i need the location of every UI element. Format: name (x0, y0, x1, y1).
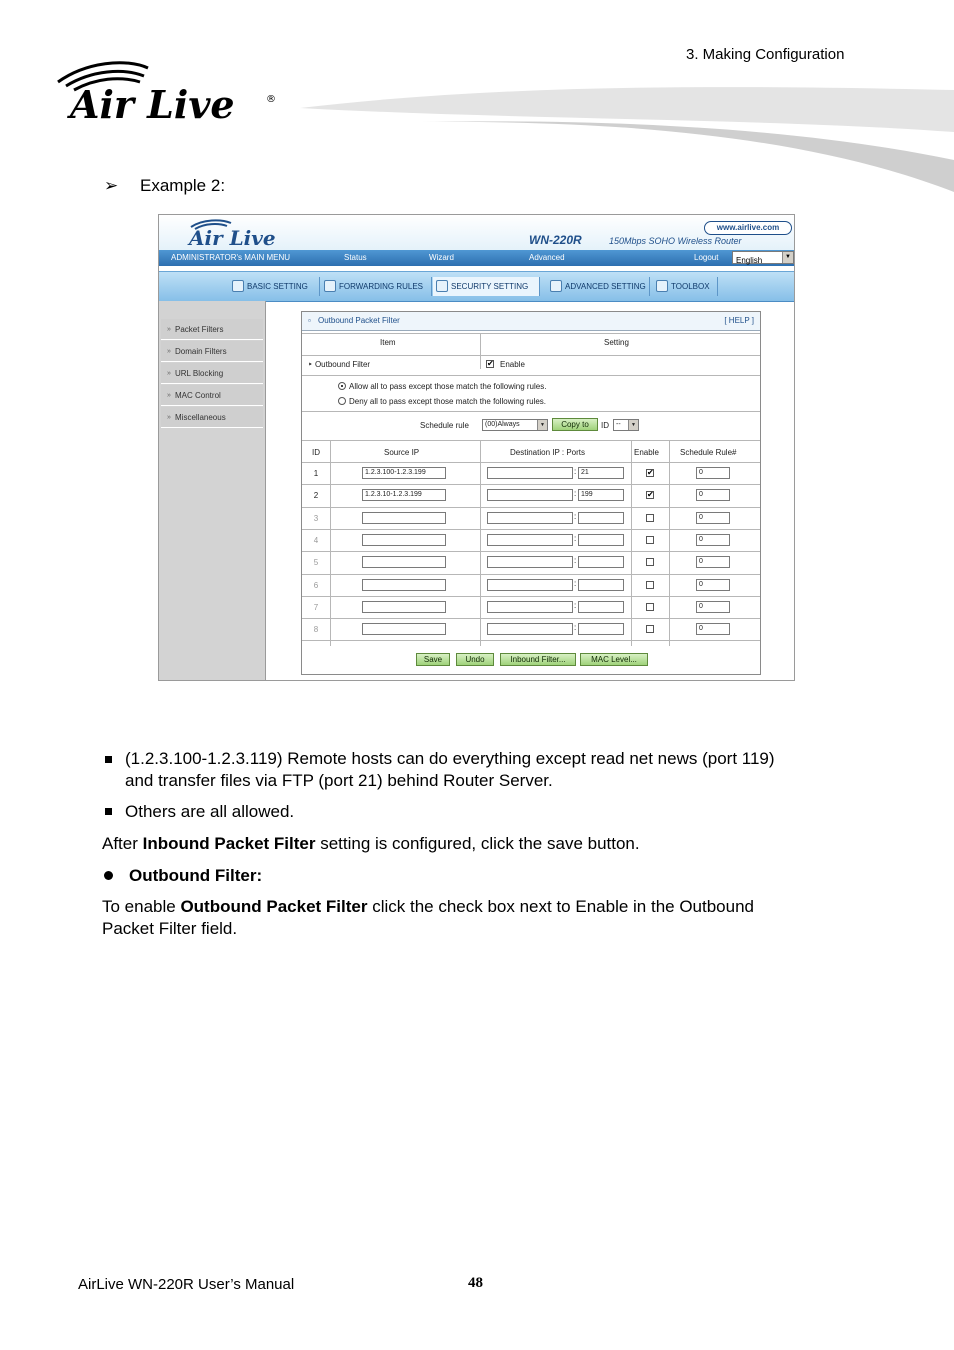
chapter-header: 3. Making Configuration (686, 46, 845, 63)
bullet-1-line-1: (1.2.3.100-1.2.3.119) Remote hosts can do everything except read net news (port 119) (125, 749, 775, 768)
schedule-rule-input[interactable]: 0 (696, 556, 730, 568)
ip-port-separator: : (574, 467, 577, 476)
radio-allow[interactable] (338, 382, 346, 390)
save-button[interactable]: Save (416, 653, 450, 666)
rule-enable-checkbox[interactable] (646, 603, 654, 611)
square-bullet-icon (105, 808, 112, 815)
menu-logout[interactable]: Logout (694, 253, 719, 262)
rule-id: 8 (313, 625, 319, 635)
menu-advanced[interactable]: Advanced (529, 253, 565, 262)
router-top-menu (159, 250, 794, 266)
example-label: ➢ Example 2: (104, 176, 226, 195)
ip-port-separator: : (574, 533, 577, 543)
destination-ip-input[interactable] (487, 489, 573, 501)
copy-to-button[interactable]: Copy to (552, 418, 598, 431)
port-input[interactable]: 199 (578, 489, 624, 501)
source-ip-input[interactable]: 1.2.3.100-1.2.3.199 (362, 467, 446, 479)
router-url-badge: www.airlive.com (704, 221, 792, 235)
rule-id: 5 (313, 558, 319, 568)
outbound-enable-label: Enable (500, 360, 525, 369)
schedule-rule-input[interactable]: 0 (696, 601, 730, 613)
toolbox-icon (656, 280, 668, 292)
page-number: 48 (468, 1275, 483, 1291)
source-ip-input[interactable] (362, 534, 446, 546)
destination-ip-input[interactable] (487, 556, 573, 568)
airlive-logo (56, 60, 286, 130)
port-input[interactable] (578, 534, 624, 546)
ip-port-separator: : (574, 511, 577, 521)
chevron-down-icon: ▼ (537, 420, 547, 430)
wrench-icon (232, 280, 244, 292)
rule-enable-checkbox[interactable] (646, 581, 654, 589)
source-ip-input[interactable] (362, 623, 446, 635)
panel-title-bar (302, 312, 760, 331)
destination-ip-input[interactable] (487, 467, 573, 479)
destination-ip-input[interactable] (487, 601, 573, 613)
svg-text:®: ® (266, 94, 276, 105)
tab-security-setting[interactable]: SECURITY SETTING (433, 277, 540, 296)
tab-basic-setting[interactable]: BASIC SETTING (229, 277, 320, 296)
source-ip-input[interactable] (362, 601, 446, 613)
mac-level-button[interactable]: MAC Level... (580, 653, 648, 666)
id-label: ID (601, 421, 609, 430)
source-ip-input[interactable] (362, 579, 446, 591)
router-sidebar (159, 301, 266, 681)
menu-admin[interactable]: ADMINISTRATOR's MAIN MENU (171, 253, 291, 262)
collapse-icon: ▫ (308, 316, 311, 325)
schedule-rule-input[interactable]: 0 (696, 467, 730, 479)
language-select[interactable]: English ▼ (732, 251, 794, 264)
chevron-down-icon: ▼ (628, 420, 638, 430)
destination-ip-input[interactable] (487, 534, 573, 546)
port-input[interactable] (578, 623, 624, 635)
inbound-filter-button[interactable]: Inbound Filter... (500, 653, 576, 666)
help-link[interactable]: [ HELP ] (724, 316, 754, 325)
rule-id: 7 (313, 602, 319, 612)
ip-port-separator: : (574, 578, 577, 588)
th-enable: Enable (634, 448, 659, 457)
rule-enable-checkbox[interactable] (646, 514, 654, 522)
bullet-2: Others are all allowed. (125, 802, 295, 821)
ip-port-separator: : (574, 600, 577, 610)
radio-deny[interactable] (338, 397, 346, 405)
router-model: WN-220R (529, 233, 582, 247)
radio-deny-label: Deny all to pass except those match the following rules. (349, 397, 546, 406)
schedule-rule-input[interactable]: 0 (696, 623, 730, 635)
sidebar-item-domain-filters[interactable]: » Domain Filters (161, 341, 263, 362)
destination-ip-input[interactable] (487, 623, 573, 635)
destination-ip-input[interactable] (487, 512, 573, 524)
rule-enable-checkbox[interactable] (646, 536, 654, 544)
rule-enable-checkbox[interactable] (646, 625, 654, 633)
schedule-rule-label: Schedule rule (420, 421, 469, 430)
schedule-rule-select[interactable]: (00)Always ▼ (482, 419, 548, 431)
th-destination: Destination IP : Ports (510, 448, 585, 457)
menu-status[interactable]: Status (344, 253, 367, 262)
radio-allow-label: Allow all to pass except those match the following rules. (349, 382, 547, 391)
logo-arcs-icon (56, 60, 286, 130)
footer-manual-title: AirLive WN-220R User’s Manual (78, 1276, 295, 1293)
col-item-header: Item (380, 338, 396, 347)
copy-id-select[interactable]: -- ▼ (613, 419, 639, 431)
circle-bullet-icon (104, 871, 113, 880)
outbound-enable-checkbox[interactable]: ✔ (487, 359, 494, 368)
arrows-icon (324, 280, 336, 292)
port-input[interactable] (578, 512, 624, 524)
rule-enable-checkbox[interactable]: ✔ (647, 490, 654, 500)
outbound-paragraph-line-2: Packet Filter field. (102, 919, 238, 938)
th-schedule: Schedule Rule# (680, 448, 737, 457)
logo-text: Air Live (70, 82, 235, 127)
sidebar-item-miscellaneous[interactable]: » Miscellaneous (161, 407, 263, 428)
outbound-paragraph-line-1: To enable Outbound Packet Filter click the check box next to Enable in the Outbound (102, 897, 755, 916)
router-logo-icon (181, 217, 291, 247)
router-ui-screenshot (158, 214, 795, 681)
destination-ip-input[interactable] (487, 579, 573, 591)
rule-id: 4 (313, 535, 319, 545)
port-input[interactable] (578, 601, 624, 613)
rule-id: 3 (313, 513, 319, 523)
ip-port-separator: : (574, 623, 577, 633)
col-setting-header: Setting (604, 338, 629, 347)
source-ip-input[interactable]: 1.2.3.10-1.2.3.199 (362, 489, 446, 501)
port-input[interactable] (578, 579, 624, 591)
bullet-1-line-2: and transfer files via FTP (port 21) behind Router Server. (125, 771, 553, 790)
menu-wizard[interactable]: Wizard (429, 253, 454, 262)
schedule-rule-input[interactable]: 0 (696, 579, 730, 591)
outbound-filter-panel (301, 311, 761, 675)
outbound-filter-label: ‣ Outbound Filter (308, 360, 371, 369)
sidebar-item-packet-filters[interactable]: » Packet Filters (161, 319, 263, 340)
ip-port-separator: : (574, 489, 577, 499)
sidebar-item-url-blocking[interactable]: » URL Blocking (161, 363, 263, 384)
shield-icon (436, 280, 448, 292)
rule-id: 1 (313, 469, 319, 478)
gear-icon (550, 280, 562, 292)
rule-enable-checkbox[interactable] (646, 558, 654, 566)
schedule-rule-input[interactable]: 0 (696, 489, 730, 501)
ip-port-separator: : (574, 556, 577, 566)
sidebar-item-mac-control[interactable]: » MAC Control (161, 385, 263, 406)
outbound-heading: Outbound Filter: (129, 866, 263, 885)
source-ip-input[interactable] (362, 556, 446, 568)
router-tabs (159, 271, 794, 302)
th-source-ip: Source IP (384, 448, 420, 457)
th-id: ID (312, 448, 320, 457)
rule-enable-checkbox[interactable]: ✔ (647, 468, 654, 477)
rule-id: 6 (313, 580, 319, 590)
panel-title: Outbound Packet Filter (318, 316, 400, 325)
svg-text:Air Live: Air Live (189, 226, 276, 247)
tab-forwarding-rules[interactable]: FORWARDING RULES (321, 277, 432, 296)
schedule-rule-input[interactable]: 0 (696, 512, 730, 524)
rule-id: 2 (313, 491, 319, 501)
square-bullet-icon (105, 756, 112, 763)
undo-button[interactable]: Undo (456, 653, 494, 666)
after-paragraph: After Inbound Packet Filter setting is configured, click the save button. (102, 834, 640, 853)
tab-advanced-setting[interactable]: ADVANCED SETTING (547, 277, 650, 296)
schedule-rule-input[interactable]: 0 (696, 534, 730, 546)
router-model-desc: 150Mbps SOHO Wireless Router (609, 236, 742, 246)
tab-toolbox[interactable]: TOOLBOX (653, 277, 718, 296)
arrow-bullet-icon: ➢ (104, 176, 119, 195)
chevron-down-icon: ▼ (782, 252, 793, 263)
port-input[interactable] (578, 556, 624, 568)
source-ip-input[interactable] (362, 512, 446, 524)
port-input[interactable]: 21 (578, 467, 624, 479)
